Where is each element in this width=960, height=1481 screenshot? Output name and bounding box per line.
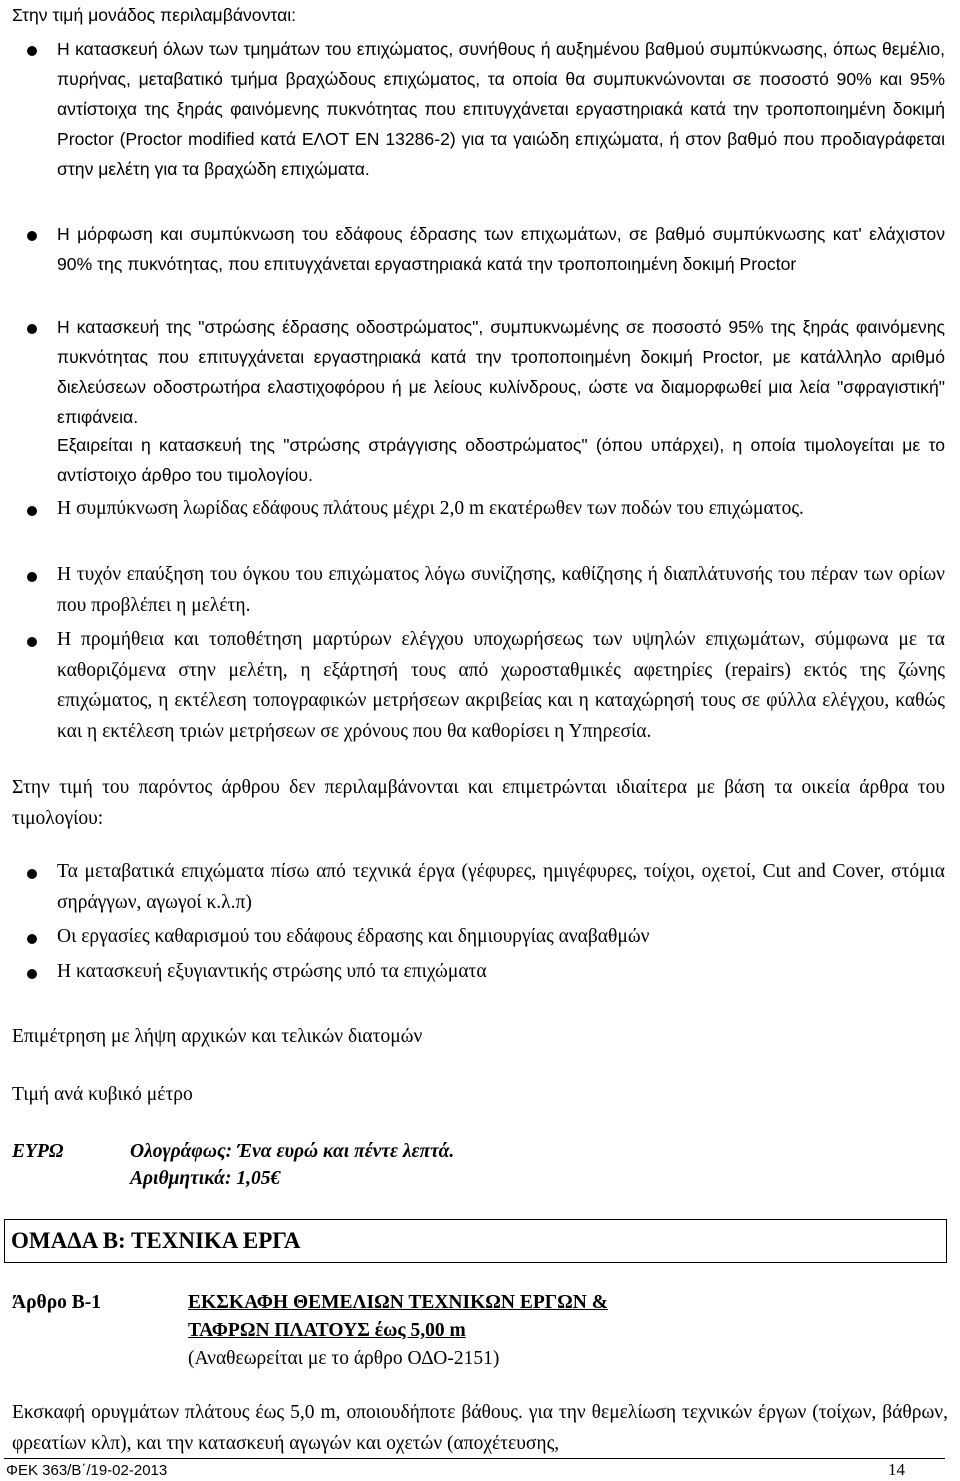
- bullet-item: Η κατασκευή εξυγιαντικής στρώσης υπό τα επιχώματα: [57, 961, 487, 982]
- unit-price-text: Τιμή ανά κυβικό μέτρο: [12, 1084, 193, 1105]
- bullet-marker: [27, 324, 37, 334]
- bullet-marker: [27, 506, 37, 516]
- price-numeric: Αριθμητικά: 1,05€: [130, 1168, 281, 1189]
- group-heading-box: [4, 1219, 947, 1263]
- bullet-item: Η συμπύκνωση λωρίδας εδάφους πλάτους μέχρι 2,0 m εκατέρωθεν των ποδών του επιχώματος.: [57, 498, 804, 519]
- bullet-marker: [27, 46, 37, 56]
- article-reference: (Αναθεωρείται με το άρθρο ΟΔΟ-2151): [188, 1348, 500, 1369]
- footer-rule: [4, 1458, 945, 1459]
- bullet-item: Η προμήθεια και τοποθέτηση μαρτύρων ελέγχου υποχωρήσεως των υψηλών επιχωμάτων, σύμφωνα με τα καθοριζόμενα στην μελέτη, η εξάρτησή τους από χωροσταθμικές αφετηρίες (repairs) εκτός της ζώνης επιχώματος, η εκτέλεση τοπογραφικών μετρήσεων ακριβείας και η καταχώρησή τους σε φύλλα ελέγχου, καθώς και η εκτέλεση τριών μετρήσεων σε χρόνους που θα καθορίσει η Υπηρεσία.: [57, 629, 945, 742]
- bullet-marker: [27, 869, 37, 879]
- bullet-marker: [27, 572, 37, 582]
- exception-text: Εξαιρείται η κατασκευή της "στρώσης στράγγισης οδοστρώματος" (όπου υπάρχει), η οποία τιμολογείται με το αντίστοιχο άρθρο του τιμολογίου.: [57, 435, 945, 485]
- article-title-line1: ΕΚΣΚΑΦΗ ΘΕΜΕΛΙΩΝ ΤΕΧΝΙΚΩΝ ΕΡΓΩΝ &: [188, 1292, 608, 1313]
- excluded-intro: Στην τιμή του παρόντος άρθρου δεν περιλαμβάνονται και επιμετρώνται ιδιαίτερα με βάση τα οικεία άρθρα του τιμολογίου:: [12, 777, 945, 829]
- bullet-item: Η κατασκευή όλων των τμημάτων του επιχώματος, συνήθους ή αυξημένου βαθμού συμπύκνωσης, όπως θεμέλιο, πυρήνας, μεταβατικό τμήμα βραχώδους επιχώματος, τα οποία θα συμπυκνώνονται σε ποσοστό 90% και 95% αντίστοιχα της ξηράς φαινόμενης πυκνότητας που επιτυγχάνεται εργαστηριακά κατά την τροποποιημένη δοκιμή Proctor (Proctor modified κατά ΕΛΟΤ ΕΝ 13286-2) για τα γαιώδη επιχώματα, ή στον βαθμό που προδιαγράφεται στην μελέτη για τα βραχώδη επιχώματα.: [57, 39, 945, 179]
- price-words: Ολογράφως: Ένα ευρώ και πέντε λεπτά.: [130, 1141, 455, 1162]
- bullet-item: Η κατασκευή της "στρώσης έδρασης οδοστρώματος", συμπυκνωμένης σε ποσοστό 95% της ξηράς φαινόμενης πυκνότητας που επιτυγχάνεται εργαστηριακά κατά την τροποποιημένη δοκιμή Proctor, με κατάλληλο αριθμό διελεύσεων οδοστρωτήρα ελαστιχοφόρου ή με λείους κυλίνδρους, ώστε να διαμορφωθεί μια λεία "σφραγιστική" επιφάνεια.: [57, 317, 945, 427]
- bullet-marker: [27, 637, 37, 647]
- bullet-item: Η τυχόν επαύξηση του όγκου του επιχώματος λόγω συνίζησης, καθίζησης ή διαπλάτυνσής του πέραν των ορίων που προβλέπει η μελέτη.: [57, 564, 945, 616]
- bullet-marker: [27, 231, 37, 241]
- article-body: Εκσκαφή ορυγμάτων πλάτους έως 5,0 m, οποιουδήποτε βάθους. για την θεμελίωση τεχνικών έργων (τοίχων, βάθρων, φρεατίων κλπ), και την κατασκευή αγωγών και οχετών (αποχέτευσης,: [12, 1402, 948, 1454]
- bullet-marker: [27, 934, 37, 944]
- footer-issue: ΦΕΚ 363/Β΄/19-02-2013: [6, 1462, 168, 1479]
- bullet-item: Τα μεταβατικά επιχώματα πίσω από τεχνικά έργα (γέφυρες, ημιγέφυρες, τοίχοι, οχετοί, Cut and Cover, στόμια σηράγγων, αγωγοί κ.λ.π): [57, 861, 945, 913]
- bullet-item: Η μόρφωση και συμπύκνωση του εδάφους έδρασης των επιχωμάτων, σε βαθμό συμπύκνωσης κατ' ελάχιστον 90% της πυκνότητας, που επιτυγχάνεται εργαστηριακά κατά την τροποποιημένη δοκιμή Proctor: [57, 224, 945, 274]
- article-number: Άρθρο Β-1: [12, 1292, 102, 1313]
- page-number: 14: [888, 1460, 905, 1479]
- measurement-text: Επιμέτρηση με λήψη αρχικών και τελικών διατομών: [12, 1026, 423, 1047]
- intro-text: Στην τιμή μονάδος περιλαμβάνονται:: [12, 5, 297, 25]
- article-title-line2: ΤΑΦΡΩΝ ΠΛΑΤΟΥΣ έως 5,00 m: [188, 1320, 466, 1341]
- bullet-item: Οι εργασίες καθαρισμού του εδάφους έδρασης και δημιουργίας αναβαθμών: [57, 926, 650, 947]
- price-currency: ΕΥΡΩ: [12, 1141, 64, 1162]
- bullet-marker: [27, 969, 37, 979]
- group-heading: ΟΜΑΔΑ Β: ΤΕΧΝΙΚΑ ΕΡΓΑ: [11, 1228, 301, 1253]
